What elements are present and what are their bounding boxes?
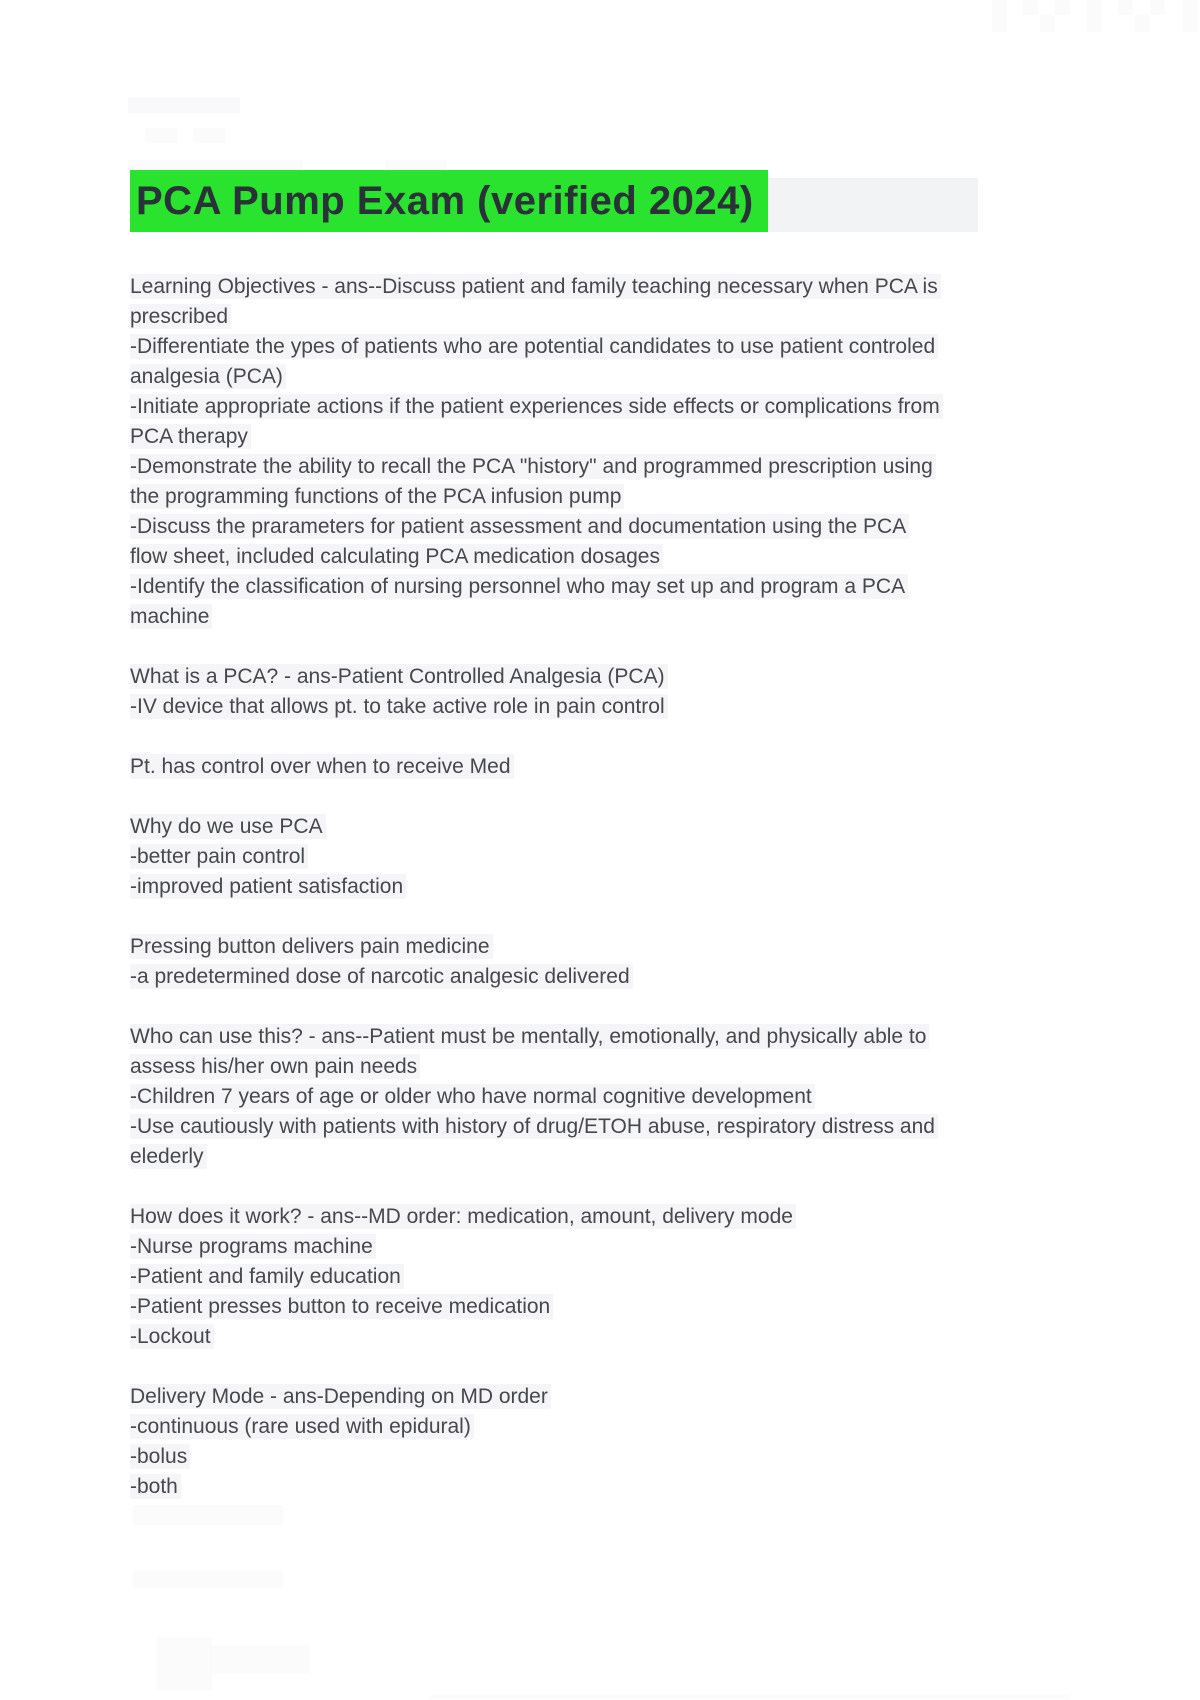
text-line-row [130, 1202, 1030, 1232]
text-line: assess his/her own pain needs [130, 1054, 420, 1079]
text-line-row [130, 1232, 1030, 1262]
faded-watermark-block [1023, 0, 1038, 15]
paragraph [130, 1382, 1030, 1502]
faded-watermark-block [1135, 15, 1150, 32]
text-line: -Patient and family education [130, 1264, 404, 1289]
text-line-row [130, 362, 1030, 392]
text-line: prescribed [130, 304, 231, 329]
text-line-row [130, 1292, 1030, 1322]
text-line: -improved patient satisfaction [130, 874, 406, 899]
text-line: -continuous (rare used with epidural) [130, 1414, 474, 1439]
faded-watermark-block [1150, 0, 1165, 15]
text-line-row [130, 482, 1030, 512]
text-line-row [130, 452, 1030, 482]
text-line-row [130, 1112, 1030, 1142]
title-row [130, 170, 978, 232]
text-line-row [130, 812, 1030, 842]
text-line-row [130, 1022, 1030, 1052]
paragraph [130, 812, 1030, 902]
text-line: Pt. has control over when to receive Med [130, 754, 514, 779]
text-line-row [130, 272, 1030, 302]
text-line-row [130, 1322, 1030, 1352]
text-line: -Demonstrate the ability to recall the PCA "history" and programmed prescription using [130, 454, 936, 479]
text-line-row [130, 932, 1030, 962]
text-line: -Use cautiously with patients with history of drug/ETOH abuse, respiratory distress and [130, 1114, 938, 1139]
text-line-row [130, 1412, 1030, 1442]
text-line-row [130, 1052, 1030, 1082]
text-line: -Children 7 years of age or older who have normal cognitive development [130, 1084, 815, 1109]
paragraph [130, 1202, 1030, 1352]
text-line-row [130, 662, 1030, 692]
text-line-row [130, 1472, 1030, 1502]
faded-watermark-block [992, 0, 1007, 32]
faded-watermark-block [133, 1570, 283, 1588]
text-line-row [130, 692, 1030, 722]
text-line: -a predetermined dose of narcotic analgesic delivered [130, 964, 633, 989]
text-line: -Patient presses button to receive medication [130, 1294, 553, 1319]
text-line: machine [130, 604, 212, 629]
text-line-row [130, 602, 1030, 632]
text-line: Pressing button delivers pain medicine [130, 934, 493, 959]
paragraph [130, 662, 1030, 722]
text-line-row [130, 752, 1030, 782]
text-line-row [130, 842, 1030, 872]
text-line: -bolus [130, 1444, 190, 1469]
text-line: -better pain control [130, 844, 308, 869]
text-line: -both [130, 1474, 181, 1499]
paragraph [130, 932, 1030, 992]
text-line-row [130, 962, 1030, 992]
text-line: the programming functions of the PCA infusion pump [130, 484, 624, 509]
text-line: -Initiate appropriate actions if the patient experiences side effects or complications from [130, 394, 943, 419]
text-line-row [130, 542, 1030, 572]
text-line: Delivery Mode - ans-Depending on MD order [130, 1384, 551, 1409]
faded-watermark-block [1087, 0, 1102, 32]
text-line: Learning Objectives - ans--Discuss patient and family teaching necessary when PCA is [130, 274, 941, 299]
text-line: -Lockout [130, 1324, 214, 1349]
faded-watermark-block [1040, 15, 1055, 32]
title-highlight-tail [768, 178, 978, 232]
text-line-row [130, 512, 1030, 542]
text-line-row [130, 572, 1030, 602]
text-line-row [130, 332, 1030, 362]
text-line-row [130, 1442, 1030, 1472]
text-line: -Nurse programs machine [130, 1234, 376, 1259]
page-title: PCA Pump Exam (verified 2024) [130, 170, 768, 232]
faded-watermark-block [1118, 0, 1133, 15]
text-line: elederly [130, 1144, 207, 1169]
faded-watermark-block [1055, 0, 1070, 15]
document-body [130, 272, 1030, 1532]
faded-watermark-block [128, 97, 240, 113]
faded-watermark-block [145, 128, 177, 143]
text-line: -Differentiate the ypes of patients who are potential candidates to use patient controled [130, 334, 938, 359]
faded-watermark-block [157, 1637, 212, 1690]
text-line-row [130, 1082, 1030, 1112]
text-line-row [130, 872, 1030, 902]
text-line: flow sheet, included calculating PCA medication dosages [130, 544, 663, 569]
paragraph [130, 1022, 1030, 1172]
text-line: -Discuss the prarameters for patient assessment and documentation using the PCA [130, 514, 909, 539]
text-line-row [130, 422, 1030, 452]
text-line: PCA therapy [130, 424, 251, 449]
text-line-row [130, 1382, 1030, 1412]
text-line-row [130, 1142, 1030, 1172]
faded-watermark-block [430, 1695, 1070, 1699]
text-line: Why do we use PCA [130, 814, 326, 839]
text-line: analgesia (PCA) [130, 364, 286, 389]
text-line: -IV device that allows pt. to take active role in pain control [130, 694, 668, 719]
text-line: How does it work? - ans--MD order: medication, amount, delivery mode [130, 1204, 796, 1229]
text-line: What is a PCA? - ans-Patient Controlled Analgesia (PCA) [130, 664, 668, 689]
text-line-row [130, 1262, 1030, 1292]
faded-watermark-block [210, 1645, 310, 1673]
faded-watermark-block [193, 128, 225, 143]
text-line: -Identify the classification of nursing personnel who may set up and program a PCA [130, 574, 908, 599]
text-line: Who can use this? - ans--Patient must be mentally, emotionally, and physically able to [130, 1024, 929, 1049]
paragraph [130, 752, 1030, 782]
text-line-row [130, 392, 1030, 422]
faded-watermark-block [1183, 0, 1198, 32]
paragraph [130, 272, 1030, 632]
text-line-row [130, 302, 1030, 332]
